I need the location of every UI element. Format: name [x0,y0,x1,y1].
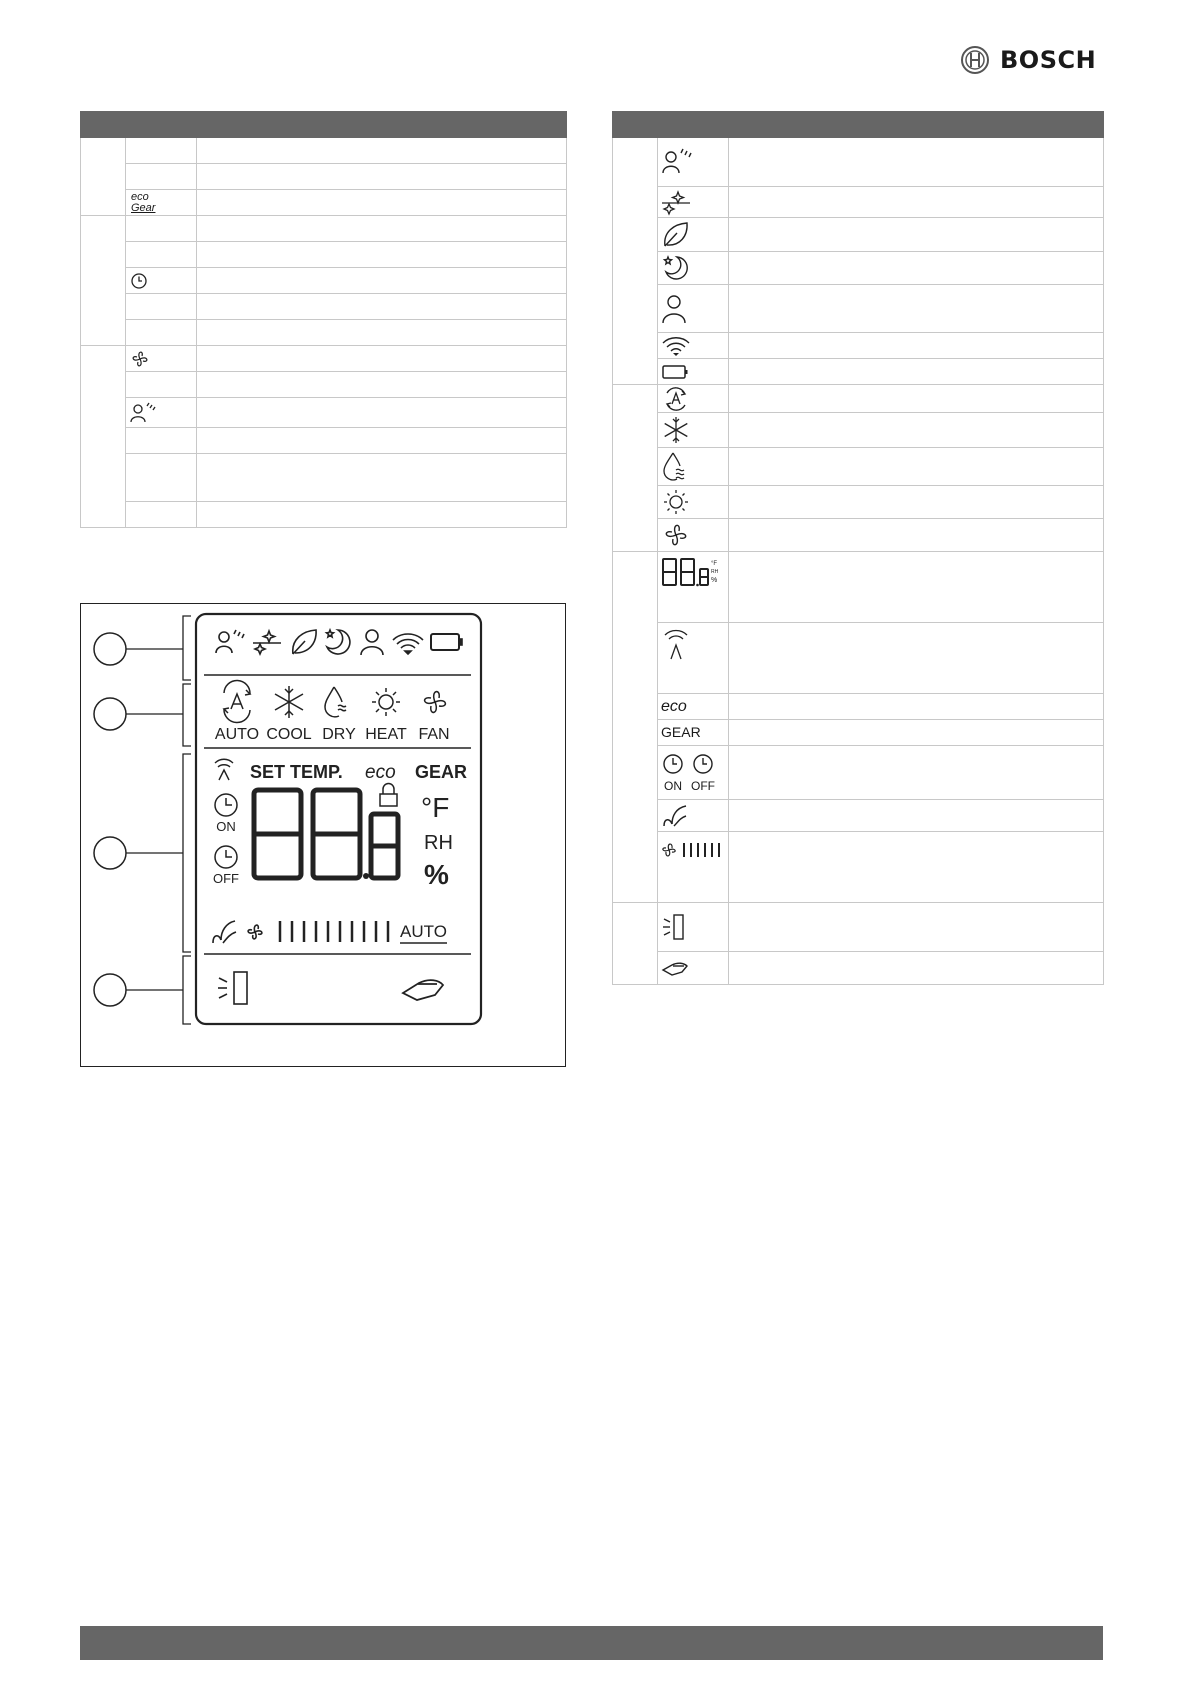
rh-label: RH [424,832,453,854]
table-row [81,164,567,190]
fan-auto-label: AUTO [400,922,447,941]
svg-text:%: % [711,577,718,584]
display-figure [80,603,566,1067]
table-row [81,398,567,428]
brand-name: BOSCH [1000,46,1097,74]
follow-me-icon [128,400,158,426]
table-row [613,187,1104,218]
wifi-icon [660,334,692,358]
gear-label: GEAR [661,723,701,740]
fan-icon [128,347,154,371]
digits-display-icon [660,555,726,595]
left-symbol-table [80,111,567,528]
table-row [613,486,1104,519]
mode-label-dry: DRY [322,726,356,743]
fan-icon [660,519,692,551]
table-row [613,448,1104,486]
table-row [613,720,1104,746]
table-row [613,694,1104,720]
table-row [81,216,567,242]
callout-4 [94,974,126,1006]
ionizer-icon [660,188,692,216]
mode-label-cool: COOL [266,726,312,743]
table-row [81,320,567,346]
callout-3 [94,837,126,869]
table-row [613,519,1104,552]
battery-icon [660,362,692,382]
table-row [613,800,1104,832]
fan-speed-bars-icon [660,838,726,862]
follow-me-icon [660,146,694,178]
callout-1 [94,633,126,665]
table-row [613,138,1104,187]
table-row [81,138,567,164]
sun-icon [660,487,692,517]
table-row [613,413,1104,448]
timer-on-off-icons [658,753,728,792]
table-row [613,252,1104,285]
table-row [613,359,1104,385]
remote-lcd-diagram [81,604,565,1066]
right-symbol-table [612,111,1104,985]
clock-on-icon [661,753,685,775]
table-row [613,218,1104,252]
snowflake-icon [660,414,692,446]
svg-text:°F: °F [711,561,718,567]
gear-label: GEAR [415,762,468,782]
table-header [613,112,1104,138]
auto-mode-icon [660,386,692,412]
transmit-hand-icon [660,956,692,980]
table-row [81,428,567,454]
timer-off-label: OFF [213,871,239,886]
table-row [81,502,567,528]
swing-icon [660,802,692,830]
dry-mode-icon [660,450,692,484]
eco-label: eco [661,697,687,715]
table-row [81,294,567,320]
percent-label: % [424,859,449,890]
callout-2 [94,698,126,730]
eco-label: eco [365,762,396,783]
table-row [613,333,1104,359]
fahrenheit-unit: °F [421,792,450,823]
table-row [613,385,1104,413]
clock-off-icon [691,753,715,775]
brand-header [960,42,1096,78]
svg-text:RH: RH [711,569,719,575]
table-row [613,952,1104,985]
table-row [81,268,567,294]
off-label: OFF [691,779,715,793]
signal-transmit-icon [660,626,692,666]
mode-label-auto: AUTO [214,726,260,743]
mode-label-heat: HEAT [365,726,407,743]
table-row [81,190,567,216]
person-icon [660,292,692,326]
table-row [613,623,1104,694]
table-row [613,903,1104,952]
table-row [81,372,567,398]
table-row [613,832,1104,903]
bosch-logo-icon [960,45,990,75]
timer-on-label: ON [216,819,236,834]
table-row [613,285,1104,333]
table-row [613,552,1104,623]
table-row [81,242,567,268]
footer-bar [80,1626,1103,1660]
table-row [81,346,567,372]
leaf-icon [660,220,692,250]
table-header [81,112,567,138]
eco-gear-icon: eco Gear [131,190,156,214]
clock-icon [128,270,152,292]
on-label: ON [664,779,682,793]
mode-label-fan: FAN [418,726,450,743]
set-temp-label: SET TEMP. [250,762,343,782]
table-row [613,746,1104,800]
sleep-icon [660,253,692,283]
display-light-icon [660,911,692,943]
table-row [81,454,567,502]
